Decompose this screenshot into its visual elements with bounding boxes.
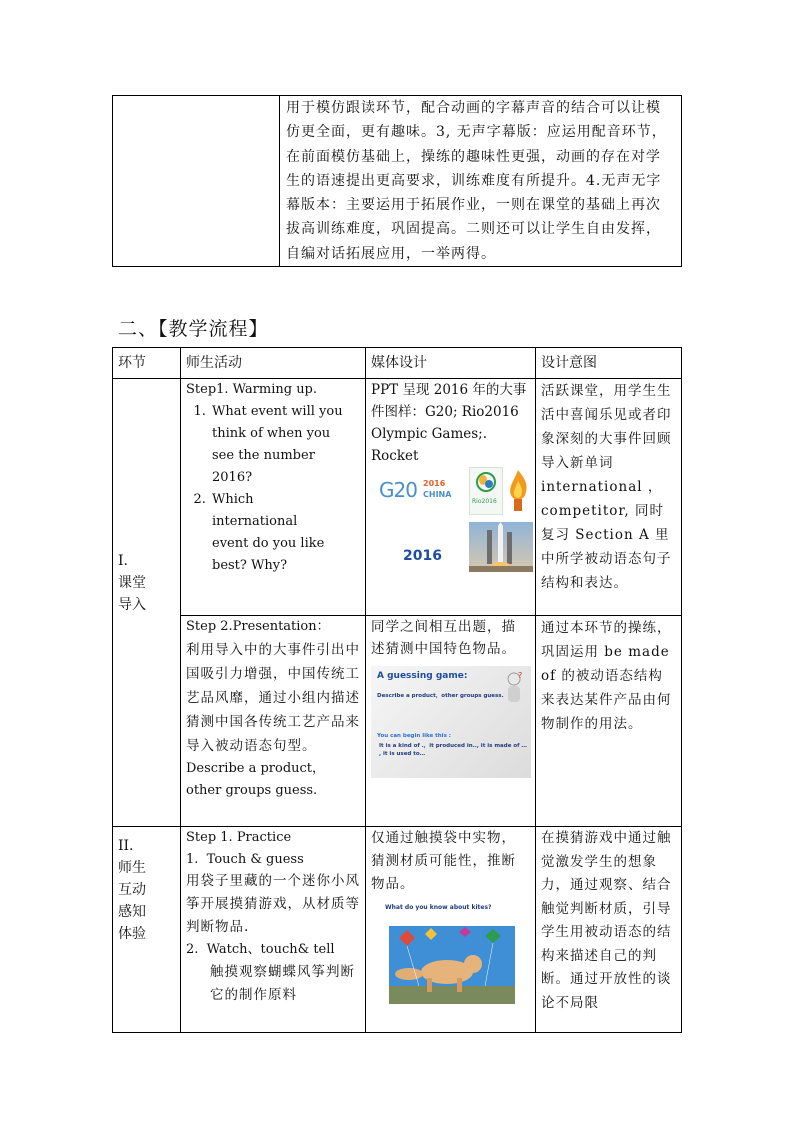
- stage1-intent-1: 活跃课堂，用学生生活中喜闻乐见或者印象深刻的大事件回顾导入新单词 international ，competitor, 同时复习 Section A 里中所学被动语态句子结构和表达。: [536, 379, 682, 616]
- rio-emblem-icon: [470, 468, 502, 498]
- kites-photo: [389, 926, 515, 1004]
- continuation-text: 用于模仿跟读环节，配合动画的字幕声音的结合可以让模仿更全面，更有趣味。3, 无声字幕版：应运用配音环节，在前面模仿基础上，操练的趣味性更强，动画的存在对学生的语速提出更高要求，训练难度有所提升。4.无声无字幕版本：主要运用于拓展作业，一则在课堂的基础上再次拔高训练难度，巩固提高。二则还可以让学生自由发挥，自编对话拓展应用，一举两得。: [280, 96, 682, 267]
- header-media: 媒体设计: [366, 348, 536, 379]
- header-stage: 环节: [113, 348, 181, 379]
- media-text: 仅通过触摸袋中实物，猜测材质可能性，推断物品。: [371, 830, 516, 892]
- olympic-flame-image: [503, 467, 533, 513]
- stage2-intent: 在摸猜游戏中通过触觉激发学生的想象力，通过观察、结合触觉判断材质，引导学生用被动语态的结构来描述自己的判断。通过开放性的谈论不局限: [536, 827, 682, 1033]
- slide-line-2: You can begin like this :: [377, 733, 451, 739]
- practice-desc-1: 用袋子里藏的一个迷你小风筝开展摸猜游戏，从材质等判断物品.: [186, 873, 360, 935]
- g20-year: 2016: [423, 479, 446, 488]
- year-2016-text: 2016: [403, 548, 442, 564]
- g20-logo: [377, 477, 455, 507]
- stage2-roman: II.: [118, 838, 134, 854]
- stage2-media: [366, 827, 536, 1033]
- guessing-game-slide: [371, 666, 531, 778]
- step-title: Step 1. Practice: [186, 830, 292, 845]
- header-row: [113, 348, 682, 379]
- practice-item-1: [186, 849, 360, 871]
- stage1-media-1: [366, 379, 536, 616]
- item-number: 1.: [186, 851, 207, 867]
- teaching-flow-table: [112, 347, 682, 1033]
- stage1-label: [113, 379, 181, 827]
- practice-desc-2: 触摸观察蝴蝶风筝判断它的制作原料: [210, 963, 355, 1003]
- section-title: 二、【教学流程】: [118, 318, 269, 340]
- stage1-intent-2: 通过本环节的操练，巩固运用 be made of 的被动语态结构来表达某件产品由何物制作的用法。: [536, 616, 682, 827]
- slide-line-1: Describe a product，other groups guess.: [377, 693, 504, 699]
- g20-text: G20: [379, 478, 417, 502]
- step-title: Step1. Warming up.: [186, 382, 318, 397]
- rio-text: Rio2016: [472, 498, 497, 505]
- stage2-label: [113, 827, 181, 1033]
- stage2-text: 师生互动感知体验: [118, 860, 146, 942]
- step-title: Step 2.Presentation：: [186, 619, 330, 634]
- table-row: [113, 616, 682, 827]
- slide-title: What do you know about kites?: [385, 904, 492, 911]
- kites-slide: [371, 900, 531, 1010]
- flame-icon: [503, 467, 533, 513]
- stage1-roman: I.: [118, 552, 128, 569]
- stage2-activity: [181, 827, 366, 1033]
- media-text: PPT 呈现 2016 年的大事件图样：G20; Rio2016 Olympic Games;. Rocket: [371, 382, 527, 464]
- table-row: [113, 827, 682, 1033]
- svg-text:?: ?: [518, 671, 523, 680]
- stage1-media-2: [366, 616, 536, 827]
- practice-item-2: [186, 939, 360, 961]
- media-text: 同学之间相互出题，描述猜测中国特色物品。: [371, 619, 516, 657]
- rio-logo: [469, 467, 503, 515]
- stage1-text: 课堂导入: [118, 574, 146, 613]
- g20-country: CHINA: [423, 490, 452, 499]
- rocket-launch-image: [469, 522, 533, 572]
- slide-line-3: It is a kind of .，it produced in.., it is made of … , it is used to…: [379, 743, 527, 757]
- item-label: Touch & guess: [206, 851, 304, 867]
- item-label: Watch、touch& tell: [206, 942, 335, 957]
- slide-title: A guessing game:: [377, 671, 468, 681]
- list-item: 2. Which international event do you like best? Why?: [210, 489, 330, 577]
- stage1-activity-2: [181, 616, 366, 827]
- question-list: [186, 401, 360, 577]
- list-item: 1. What event will you think of when you see the number 2016?: [210, 401, 352, 489]
- header-activity: 师生活动: [181, 348, 366, 379]
- table-row: [113, 379, 682, 616]
- header-intent: 设计意图: [536, 348, 682, 379]
- empty-cell: [113, 96, 280, 267]
- item-number: 2.: [186, 942, 207, 957]
- rocket-icon: [469, 522, 533, 572]
- continuation-table: [112, 95, 682, 267]
- thinking-person-icon: [503, 670, 525, 704]
- activity-desc: 利用导入中的大事件引出中国吸引力增强，中国传统工艺品风靡，通过小组内描述猜测中国各传统工艺产品来导入被动语态句型。: [186, 642, 360, 754]
- media-images: [371, 467, 530, 597]
- activity-desc-en: Describe a product，other groups guess.: [186, 761, 326, 798]
- stage1-activity-1: [181, 379, 366, 616]
